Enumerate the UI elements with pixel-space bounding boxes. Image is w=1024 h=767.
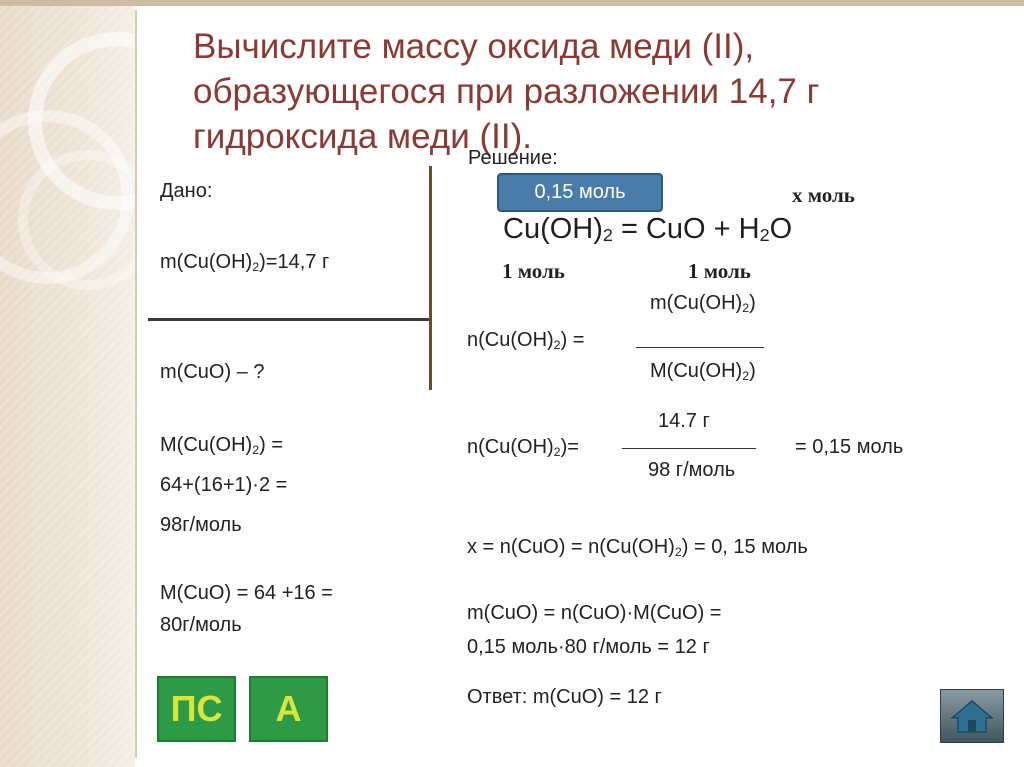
molar-mass-cuo-result: 80г/моль: [160, 614, 242, 636]
n-calc-result: = 0,15 моль: [795, 436, 904, 458]
home-button[interactable]: [940, 689, 1004, 743]
moles-reactant: 1 моль: [502, 259, 565, 283]
decorative-top-bar: [0, 0, 1024, 6]
answer: Ответ: m(CuO) = 12 г: [467, 686, 662, 708]
mass-formula: m(CuO) = n(CuO)·M(CuO) =: [467, 602, 722, 624]
n-formula-denominator: $M(Cu(OH)_2)$: [650, 360, 756, 383]
given-divider: [148, 318, 430, 321]
molar-mass-cuo: M(CuO) = 64 +16 =: [160, 582, 333, 604]
n-formula-numerator: $m(Cu(OH)_2)$: [650, 292, 756, 315]
moles-product: 1 моль: [688, 259, 751, 283]
x-moles-label: x моль: [792, 183, 855, 207]
slide-title-line-1: Вычислите массу оксида меди (II),: [193, 27, 755, 66]
n-formula-fraction-bar: [636, 347, 764, 348]
nav-button-ps[interactable]: ПС: [157, 676, 236, 742]
slide-title-line-2: образующегося при разложении 14,7 г: [193, 72, 820, 111]
n-formula-lhs: $n(Cu(OH)_2)$ =: [467, 329, 585, 352]
molar-mass-result: 98г/моль: [160, 514, 242, 536]
n-calc-denominator: 98 г/моль: [648, 459, 736, 481]
nav-button-a[interactable]: А: [249, 676, 328, 742]
given-find: m(CuO) – ?: [160, 361, 265, 383]
home-icon: [950, 698, 994, 734]
given-mass: $m(Cu(OH)_2)=14,7$ г: [160, 251, 330, 274]
mass-calc: 0,15 моль·80 г/моль = 12 г: [467, 636, 710, 658]
x-equality: $x = n(CuO) = n(Cu(OH)_2) = 0$, 15 моль: [467, 536, 808, 559]
molar-mass-calc: 64+(16+1)·2 =: [160, 474, 288, 496]
solution-header: Решение:: [468, 147, 558, 169]
slide-title-line-3: гидроксида меди (II).: [193, 117, 532, 156]
moles-badge: 0,15 моль: [497, 173, 663, 212]
molar-mass-cuoh2: $M(Cu(OH)_2)$ =: [160, 434, 284, 457]
given-header: Дано:: [160, 180, 213, 202]
given-separator: [429, 166, 432, 390]
n-calc-fraction-bar: [622, 448, 756, 449]
n-calc-lhs: $n(Cu(OH)_2)=$: [467, 436, 579, 459]
n-calc-numerator: 14.7 г: [658, 410, 710, 432]
reaction-equation: $Cu(OH)_2$ = CuO + $H_2O$: [503, 213, 793, 245]
